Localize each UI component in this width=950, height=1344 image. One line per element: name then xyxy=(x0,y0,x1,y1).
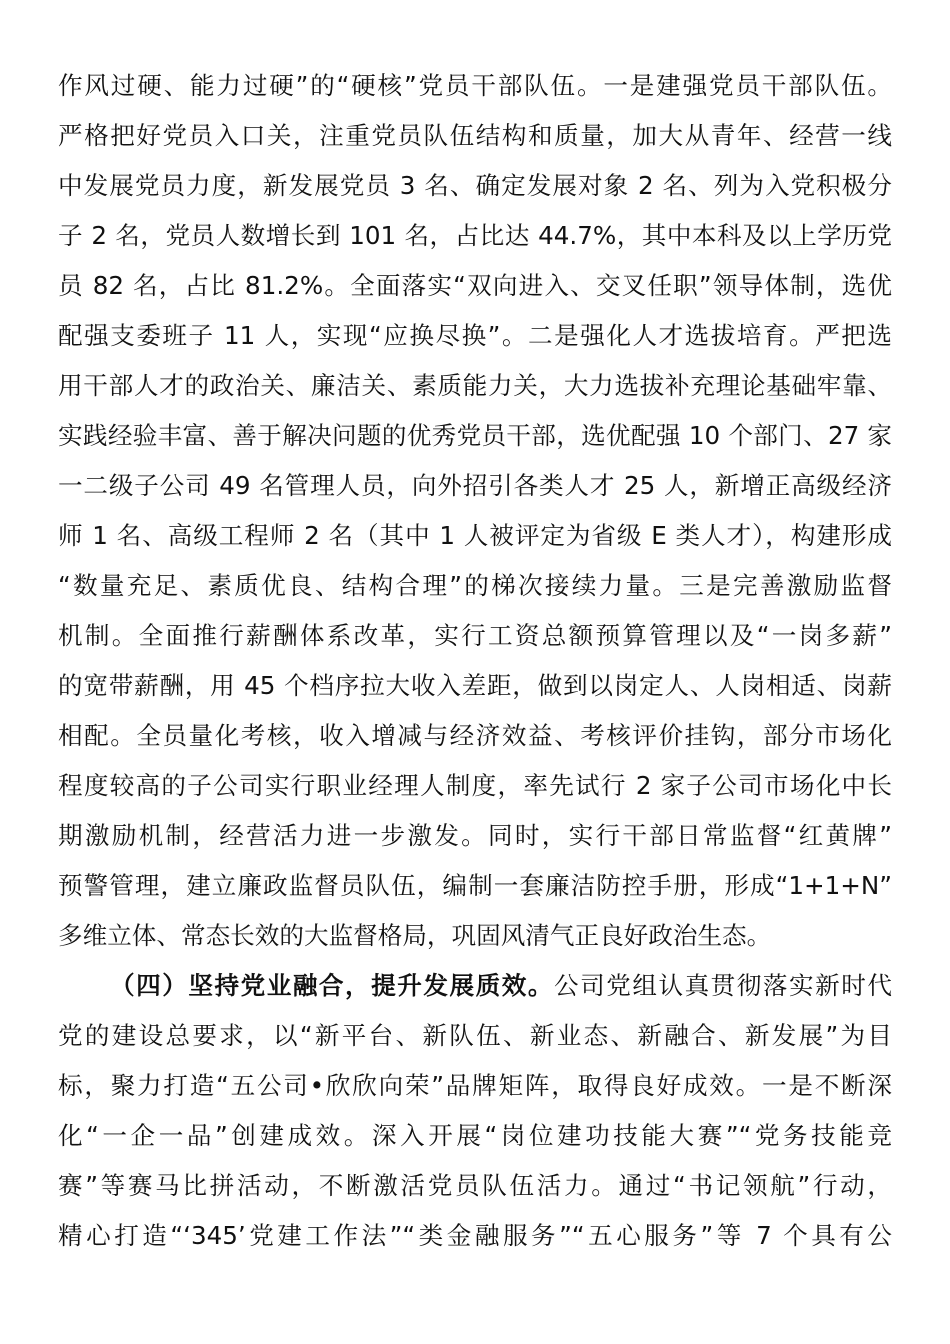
text-line: 精心打造“‘345’党建工作法”“类金融服务”“五心服务”等 7 个具有公 xyxy=(58,1221,892,1250)
text-line: 作风过硬、能力过硬”的“硬核”党员干部队伍。一是建强党员干部队伍。 xyxy=(58,71,892,100)
section-heading-continuation: 公司党组认真贯彻落实新时代 xyxy=(553,971,892,1000)
text-line: 师 1 名、高级工程师 2 名（其中 1 人被评定为省级 E 类人才），构建形成 xyxy=(58,521,892,550)
text-line: 的宽带薪酬，用 45 个档序拉大收入差距，做到以岗定人、人岗相适、岗薪 xyxy=(58,671,892,700)
text-line: 子 2 名，党员人数增长到 101 名，占比达 44.7%，其中本科及以上学历党 xyxy=(58,221,892,250)
section-heading: （四）坚持党业融合，提升发展质效。 xyxy=(110,971,554,1000)
text-line: 中发展党员力度，新发展党员 3 名、确定发展对象 2 名、列为入党积极分 xyxy=(58,171,892,200)
text-line: 配强支委班子 11 人，实现“应换尽换”。二是强化人才选拔培育。严把选 xyxy=(58,321,892,350)
text-line: 严格把好党员入口关，注重党员队伍结构和质量，加大从青年、经营一线 xyxy=(58,121,892,150)
text-line: “数量充足、素质优良、结构合理”的梯次接续力量。三是完善激励监督 xyxy=(58,571,892,600)
text-line: 期激励机制，经营活力进一步激发。同时，实行干部日常监督“红黄牌” xyxy=(58,821,892,850)
text-line: 标，聚力打造“五公司•欣欣向荣”品牌矩阵，取得良好成效。一是不断深 xyxy=(58,1071,892,1100)
text-line: 化“一企一品”创建成效。深入开展“岗位建功技能大赛”“党务技能竞 xyxy=(58,1121,892,1150)
text-line: 相配。全员量化考核，收入增减与经济效益、考核评价挂钩，部分市场化 xyxy=(58,721,892,750)
text-line: 员 82 名，占比 81.2%。全面落实“双向进入、交叉任职”领导体制，选优 xyxy=(58,271,892,300)
text-line: 实践经验丰富、善于解决问题的优秀党员干部，选优配强 10 个部门、27 家 xyxy=(58,421,892,450)
text-line: 预警管理，建立廉政监督员队伍，编制一套廉洁防控手册，形成“1+1+N” xyxy=(58,871,892,900)
text-line: 多维立体、常态长效的大监督格局，巩固风清气正良好政治生态。 xyxy=(58,921,772,950)
text-line: 用干部人才的政治关、廉洁关、素质能力关，大力选拔补充理论基础牢靠、 xyxy=(58,371,892,400)
text-line: 赛”等赛马比拼活动，不断激活党员队伍活力。通过“书记领航”行动， xyxy=(58,1171,892,1200)
text-line: 党的建设总要求，以“新平台、新队伍、新业态、新融合、新发展”为目 xyxy=(58,1021,892,1050)
text-line: 机制。全面推行薪酬体系改革，实行工资总额预算管理以及“一岗多薪” xyxy=(58,621,892,650)
section-heading-line xyxy=(110,966,892,1006)
text-line: 程度较高的子公司实行职业经理人制度，率先试行 2 家子公司市场化中长 xyxy=(58,771,892,800)
text-line: 一二级子公司 49 名管理人员，向外招引各类人才 25 人，新增正高级经济 xyxy=(58,471,892,500)
